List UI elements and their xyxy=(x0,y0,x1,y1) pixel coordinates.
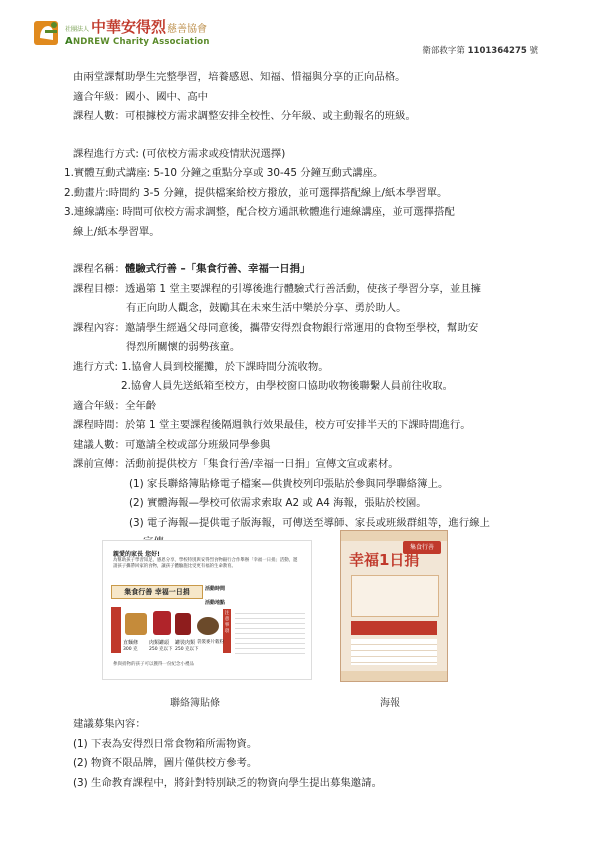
association-logo xyxy=(32,18,210,48)
logo-en-prefix: A xyxy=(65,35,73,47)
logo-hand-icon xyxy=(32,18,62,48)
course-name-label: 課程名稱： xyxy=(73,263,125,275)
logo-suffix: 慈善協會 xyxy=(167,23,208,35)
leaflet-item: 罐裝肉類 xyxy=(175,640,196,646)
leaflet-greeting: 親愛的家長 您好! xyxy=(113,551,160,558)
method-item: 3.連線講座: 時間可依校方需求調整，配合校方通訊軟體進行連線講座，並可選擇搭配 xyxy=(64,206,455,218)
logo-name: 中華安得烈 xyxy=(91,17,167,36)
notes-text xyxy=(235,609,305,655)
reg-label: 衛部救字第 xyxy=(422,46,465,56)
poster-top-band xyxy=(341,531,447,541)
poster-bottom-band xyxy=(341,671,447,681)
reg-number: 1101364275 xyxy=(467,46,527,56)
cereal-image xyxy=(197,617,219,635)
leaflet-price: 300 克 xyxy=(123,647,138,652)
course-name-value: 體驗式行善 –「集食行善、幸福一日捐」 xyxy=(124,263,311,275)
promo-images xyxy=(0,522,600,712)
leaflet-title: 集食行善 幸福一日捐 xyxy=(111,585,203,599)
leaflet-footer: 參與捐物的孩子可以獲得一份紀念小禮品 xyxy=(113,662,194,667)
leaflet-place-label: 活動地點 xyxy=(205,600,226,606)
poster-tag: 集食行善 xyxy=(403,541,441,554)
method-title: 課程進行方式: (可依校方需求或疫情狀況選擇) xyxy=(73,147,286,160)
noodle-image xyxy=(125,613,147,635)
content-line-cont: 得烈所關懷的弱勢孩童。 xyxy=(126,341,241,353)
procedure-line: 進行方式: 1.協會人員到校擺攤，於下課時間分流收物。 xyxy=(73,360,329,373)
method-item: 1.實體互動式講座: 5-10 分鐘之重點分享或 30-45 分鐘互動式講座。 xyxy=(64,167,384,179)
logo-small-text: 社團法人 xyxy=(65,25,90,33)
can-image xyxy=(175,613,191,635)
method-item: 2.動畫片:時間約 3-5 分鐘，提供檔案給校方撥放，並可選擇搭配線上/紙本學習單。 xyxy=(64,186,448,199)
leaflet-price: 250 克以下 xyxy=(175,647,199,652)
people-line: 建議人數：可邀請全校或部分班級同學參與 xyxy=(73,438,271,451)
leaflet-item: 袋裝麥片穀粉 xyxy=(197,640,224,645)
leaflet-item: 肉類罐頭 xyxy=(149,640,170,646)
goal-line: 課程目標：透過第 1 堂主要課程的引導後進行體驗式行善活動，使孩子學習分享，並且擁 xyxy=(73,282,482,295)
document-body xyxy=(64,68,553,553)
time-line: 課程時間：於第 1 堂主要課程後隔週執行效果最佳，校方可安排半天的下課時間進行。 xyxy=(73,419,471,431)
poster-image xyxy=(340,530,448,682)
donation-item: (1) 下表為安得烈日常食物箱所需物資。 xyxy=(73,737,258,750)
leaflet-price: 250 克以下 xyxy=(149,647,173,652)
poster-title: 幸福1日捐 xyxy=(349,551,420,569)
caption-leaflet: 聯絡簿貼條 xyxy=(170,698,220,709)
donation-title: 建議募集內容： xyxy=(73,718,146,730)
poster-info-box xyxy=(351,575,439,617)
promo-item: (2) 實體海報—學校可依需求索取 A2 或 A4 海報，張貼於校園。 xyxy=(129,497,427,509)
logo-en-rest: NDREW Charity Association xyxy=(72,36,210,47)
caption-poster: 海報 xyxy=(380,698,400,709)
reg-suffix: 號 xyxy=(529,46,538,56)
promo-item: (1) 家長聯絡簿貼條電子檔案—供貴校列印張貼於參與同學聯絡簿上。 xyxy=(129,477,449,490)
registration-number xyxy=(422,44,538,56)
poster-list xyxy=(351,639,437,665)
donation-section xyxy=(73,715,553,793)
method-item-cont: 線上/紙本學習單。 xyxy=(73,225,160,238)
goal-line-cont: 有正向助人觀念，鼓勵其在未來生活中樂於分享、勇於助人。 xyxy=(126,302,407,314)
leaflet-time-label: 活動時間 xyxy=(205,586,226,592)
leaflet-item: 直麵條 xyxy=(123,640,139,646)
donation-item: (2) 物資不限品牌，圖片僅供校方參考。 xyxy=(73,757,258,769)
leaflet-side-bar xyxy=(111,607,121,653)
procedure-line-2: 2.協會人員先送紙箱至校方，由學校窗口協助收物後聯繫人員前往收取。 xyxy=(121,380,454,392)
donation-item: (3) 生命教育課程中，將針對特別缺乏的物資向學生提出募集邀請。 xyxy=(73,776,382,789)
intro-line: 由兩堂課幫助學生完整學習，培養感恩、知福、惜福與分享的正向品格。 xyxy=(73,71,406,83)
count-line: 課程人數：可根據校方需求調整安排全校性、分年級、或主動報名的班級。 xyxy=(73,110,416,122)
poster-band xyxy=(351,621,437,635)
can-image xyxy=(153,611,171,635)
promo-item: (3) 電子海報—提供電子版海報，可傳送至導師、家長或班級群組等，進行線上 xyxy=(129,516,490,529)
notes-title: 注意事項 xyxy=(224,611,230,634)
promo-line: 課前宣傳：活動前提供校方「集食行善/幸福一日捐」宣傳文宣或素材。 xyxy=(73,458,399,470)
leaflet-intro: 為幫助孩子學習知足、感恩分享，學校特別與安得烈食物銀行合作舉辦「幸福一日捐」活動，邀請孩子攜帶回家的食物，讓孩子體驗施比受更有福的生命教育。 xyxy=(113,558,298,569)
logo-english xyxy=(65,37,210,47)
course-name xyxy=(73,260,553,280)
grade-line-2: 適合年級：全年齡 xyxy=(73,399,157,412)
grade-line: 適合年級：國小、國中、高中 xyxy=(73,90,209,103)
leaflet-image xyxy=(102,540,312,680)
content-line: 課程內容：邀請學生經過父母同意後，攜帶安得烈食物銀行常運用的食物至學校，幫助安 xyxy=(73,321,479,334)
